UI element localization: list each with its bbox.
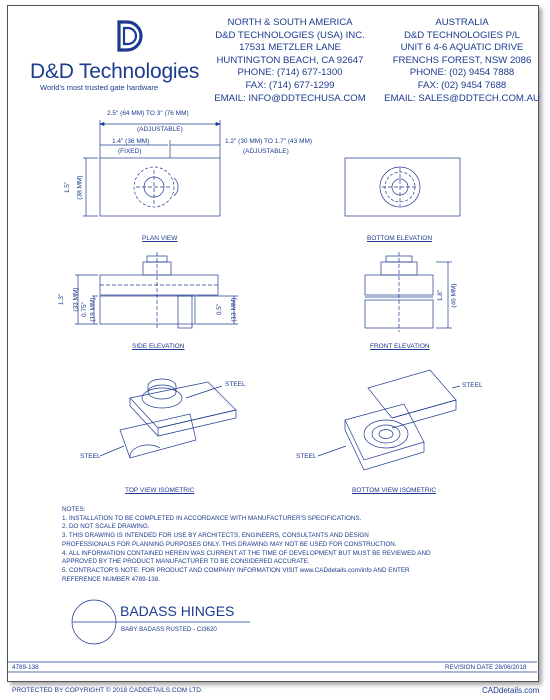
dim-overall: 2.5" (64 MM) TO 3" (76 MM) (107, 110, 189, 117)
dim-plan-height-mm: (38 MM) (76, 175, 84, 200)
company-brand: D&D Technologies (30, 60, 200, 83)
dim-side-lower: 0.75" (80, 302, 88, 317)
address-line: UNIT 6 4-6 AQUATIC DRIVE (400, 42, 524, 54)
caption-bottom-elevation: BOTTOM ELEVATION (367, 235, 433, 242)
dim-adjustable-note: (ADJUSTABLE) (243, 148, 289, 155)
dim-side-right-mm: (13 MM) (230, 297, 238, 322)
note-line: 4. ALL INFORMATION CONTAINED HEREIN WAS CURRENT AT THE TIME OF DEVELOPMENT BUT MUST BE REVIEWED AND (62, 549, 431, 557)
dim-side-height: 1.3" (58, 293, 66, 306)
address-line: PHONE: (714) 677-1300 (237, 67, 343, 79)
address-line: AUSTRALIA (435, 17, 489, 28)
side-elevation-drawing (72, 252, 238, 330)
revision-date: REVISION DATE 28/06/2018 (445, 664, 527, 671)
copyright-text: PROTECTED BY COPYRIGHT © 2018 CADDETAILS.COM LTD. (12, 687, 203, 694)
label-steel: STEEL (80, 453, 101, 460)
plan-view-drawing (83, 120, 220, 216)
caption-side-elevation: SIDE ELEVATION (132, 343, 185, 350)
dim-plan-height: 1.5" (64, 181, 72, 194)
note-line: REFERENCE NUMBER 4789-138. (62, 575, 160, 583)
address-line: FAX: (02) 9454 7688 (417, 79, 507, 91)
address-line: PHONE: (02) 9454 7888 (409, 67, 515, 79)
address-line: EMAIL: INFO@DDTECHUSA.COM (214, 92, 366, 104)
caption-plan-view: PLAN VIEW (142, 235, 178, 242)
dim-adjustable: 1.2" (30 MM) TO 1.7" (43 MM) (225, 138, 313, 145)
label-steel: STEEL (462, 382, 483, 389)
note-line: 3. THIS DRAWING IS INTENDED FOR USE BY ARCHITECTS, ENGINEERS, CONSULTANTS AND DESIGN (62, 532, 369, 540)
dim-fixed-note: (FIXED) (118, 148, 142, 155)
drawing-title: BADASS HINGES (120, 603, 235, 619)
note-line: PROFESSIONALS FOR PLANNING PURPOSES ONLY. THIS DRAWING MAY NOT BE USED FOR CONSTRUCTION. (62, 540, 397, 548)
caption-top-view-isometric: TOP VIEW ISOMETRIC (125, 487, 195, 494)
address-line: FRENCHS FOREST, NSW 2086 (392, 54, 532, 66)
address-line: 17531 METZLER LANE (239, 42, 341, 54)
dim-front-height: 1.8" (437, 289, 445, 302)
dim-overall-note: (ADJUSTABLE) (137, 126, 183, 133)
caption-bottom-view-isometric: BOTTOM VIEW ISOMETRIC (352, 487, 437, 494)
address-line: D&D TECHNOLOGIES P/L (403, 29, 521, 41)
drawing-subtitle: BABY BADASS RUSTED - CI3620 (121, 626, 217, 633)
reference-number: 4789-138 (12, 664, 39, 671)
address-line: FAX: (714) 677-1299 (245, 79, 335, 91)
bottom-elevation-drawing (345, 158, 460, 216)
note-line: APPROVED BY THE PRODUCT MANUFACTURER TO BE CONSIDERED ACCURATE. (62, 558, 310, 566)
address-line: HUNTINGTON BEACH, CA 92647 (216, 54, 364, 66)
dim-front-height-mm: (46 MM) (450, 283, 458, 308)
dim-fixed: 1.4" (36 MM) (112, 138, 150, 145)
address-line: EMAIL: SALES@DDTECH.COM.AU (384, 92, 540, 104)
dim-side-right: 0.5" (216, 303, 224, 316)
label-steel: STEEL (225, 381, 246, 388)
bottom-view-isometric-drawing (318, 370, 460, 470)
caddetails-link[interactable]: CADdetails.com (482, 686, 540, 695)
notes-block (62, 506, 431, 584)
note-line: 5. CONTRACTOR'S NOTE: FOR PRODUCT AND COMPANY INFORMATION VISIT www.CADdetails.com/info AND ENTER (62, 566, 410, 574)
label-steel: STEEL (296, 453, 317, 460)
company-tagline: World's most trusted gate hardware (40, 83, 159, 92)
dim-side-height-mm: (33 MM) (72, 287, 80, 312)
caption-front-elevation: FRONT ELEVATION (370, 343, 430, 350)
top-view-isometric-drawing (100, 379, 236, 458)
note-line: 2. DO NOT SCALE DRAWING. (62, 523, 150, 531)
note-line: 1. INSTALLATION TO BE COMPLETED IN ACCORDANCE WITH MANUFACTURER'S SPECIFICATIONS. (62, 514, 362, 522)
address-line: NORTH & SOUTH AMERICA (227, 17, 353, 28)
dim-side-lower-mm: (19 MM) (89, 297, 97, 322)
address-line: D&D TECHNOLOGIES (USA) INC. (215, 29, 365, 41)
notes-heading: NOTES: (62, 506, 86, 513)
